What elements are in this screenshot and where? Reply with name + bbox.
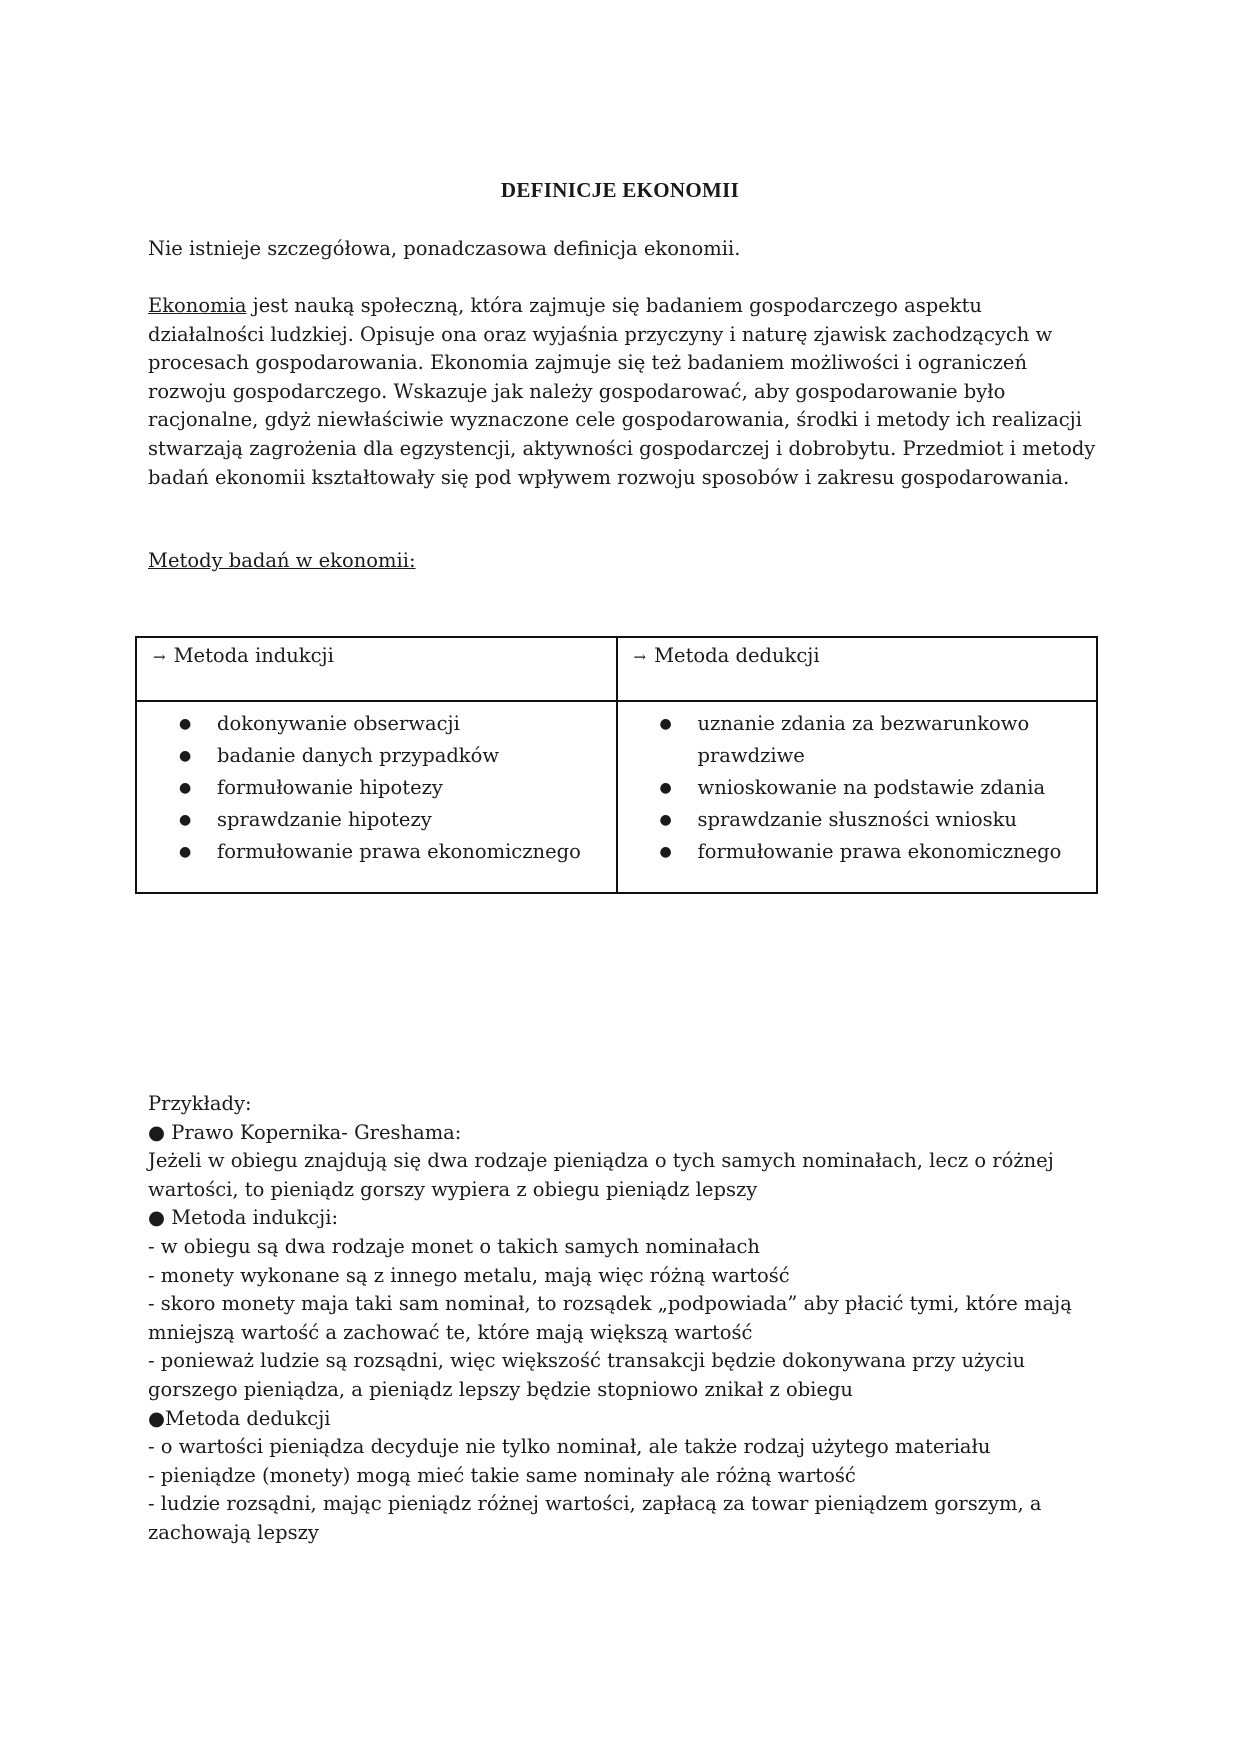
list-item: ● formułowanie prawa ekonomicznego xyxy=(618,836,1097,868)
intro-paragraph: Nie istnieje szczegółowa, ponadczasowa definicja ekonomii. xyxy=(148,237,741,260)
bullet-icon: ● xyxy=(179,748,192,764)
examples-section xyxy=(148,1090,1098,1548)
example-line: - ludzie rozsądni, mając pieniądz różnej wartości, zapłacą za towar pieniądzem gorszym, a zachowają lepszy xyxy=(148,1492,1042,1544)
bullet-icon: ● xyxy=(659,812,672,828)
induction-steps-cell xyxy=(136,701,617,893)
header-label: Metoda dedukcji xyxy=(654,644,820,667)
methods-heading xyxy=(148,547,1098,576)
bullet-icon: ● xyxy=(659,716,672,732)
header-label: Metoda indukcji xyxy=(173,644,334,667)
bullet-icon: ● xyxy=(659,844,672,860)
list-item: ● badanie danych przypadków xyxy=(137,740,616,772)
bullet-icon: ● xyxy=(659,780,672,796)
example-line: Jeżeli w obiegu znajdują się dwa rodzaje pieniądza o tych samych nominałach, lecz o różnej wartości, to pieniądz gorszy wypiera z obiegu pieniądz lepszy xyxy=(148,1149,1054,1201)
deduction-steps-cell xyxy=(617,701,1098,893)
bullet-icon: ● xyxy=(179,812,192,828)
example-line: - pieniądze (monety) mogą mieć takie same nominały ale różną wartość xyxy=(148,1463,856,1487)
arrow-right-icon: → xyxy=(633,648,647,666)
definition-paragraph xyxy=(148,292,1098,492)
page-title: DEFINICJE EKONOMII xyxy=(500,178,740,202)
list-item: ● sprawdzanie słuszności wniosku xyxy=(618,804,1097,836)
example-line: ●Metoda dedukcji xyxy=(148,1406,331,1430)
example-line: ● Metoda indukcji: xyxy=(148,1206,339,1230)
table-body-row xyxy=(136,701,1097,893)
list-item: ● formułowanie hipotezy xyxy=(137,772,616,804)
example-line: - monety wykonane są z innego metalu, mają więc różną wartość xyxy=(148,1263,790,1287)
list-item: ● formułowanie prawa ekonomicznego xyxy=(137,836,616,868)
example-line: - w obiegu są dwa rodzaje monet o takich samych nominałach xyxy=(148,1234,760,1258)
methods-table xyxy=(135,636,1098,894)
definition-text: jest nauką społeczną, która zajmuje się badaniem gospodarczego aspektu działalności ludzkiej. Opisuje ona oraz wyjaśnia przyczyny i naturę zjawisk zachodzących w procesach gospodarowania. Ekonomia zajmuje się też badaniem możliwości i ograniczeń rozwoju gospodarczego. Wskazuje jak należy gospodarować, aby gospodarowanie było racjonalne, gdyż niewłaściwie wyznaczone cele gospodarowania, środki i metody ich realizacji stwarzają zagrożenia dla egzystencji, aktywności gospodarczej i dobrobytu. Przedmiot i metody badań ekonomii kształtowały się pod wpływem rozwoju sposobów i zakresu gospodarowania. xyxy=(148,294,1096,489)
bullet-icon: ● xyxy=(179,716,192,732)
bullet-icon: ● xyxy=(179,780,192,796)
example-line: ● Prawo Kopernika- Greshama: xyxy=(148,1120,462,1144)
list-item: ● wnioskowanie na podstawie zdania xyxy=(618,772,1097,804)
examples-heading: Przykłady: xyxy=(148,1092,252,1115)
example-line: - ponieważ ludzie są rozsądni, więc większość transakcji będzie dokonywana przy użyciu gorszego pieniądza, a pieniądz lepszy będzie stopniowo znikał z obiegu xyxy=(148,1349,1026,1401)
induction-steps-list xyxy=(137,708,616,868)
definition-term: Ekonomia xyxy=(148,294,247,317)
header-cell-deduction xyxy=(617,637,1098,701)
list-item: ● uznanie zdania za bezwarunkowo prawdziwe xyxy=(618,708,1097,772)
bullet-icon: ● xyxy=(179,844,192,860)
list-item: ● dokonywanie obserwacji xyxy=(137,708,616,740)
arrow-right-icon: → xyxy=(153,648,166,666)
example-line: - o wartości pieniądza decyduje nie tylko nominał, ale także rodzaj użytego materiału xyxy=(148,1435,991,1459)
header-cell-induction xyxy=(136,637,617,701)
table-header-row xyxy=(136,637,1097,701)
deduction-steps-list xyxy=(618,708,1097,868)
list-item: ● sprawdzanie hipotezy xyxy=(137,804,616,836)
methods-heading-text: Metody badań w ekonomii: xyxy=(148,549,416,572)
example-line: - skoro monety maja taki sam nominał, to rozsądek „podpowiada” aby płacić tymi, które mają mniejszą wartość a zachować te, które mają większą wartość xyxy=(148,1292,1072,1344)
